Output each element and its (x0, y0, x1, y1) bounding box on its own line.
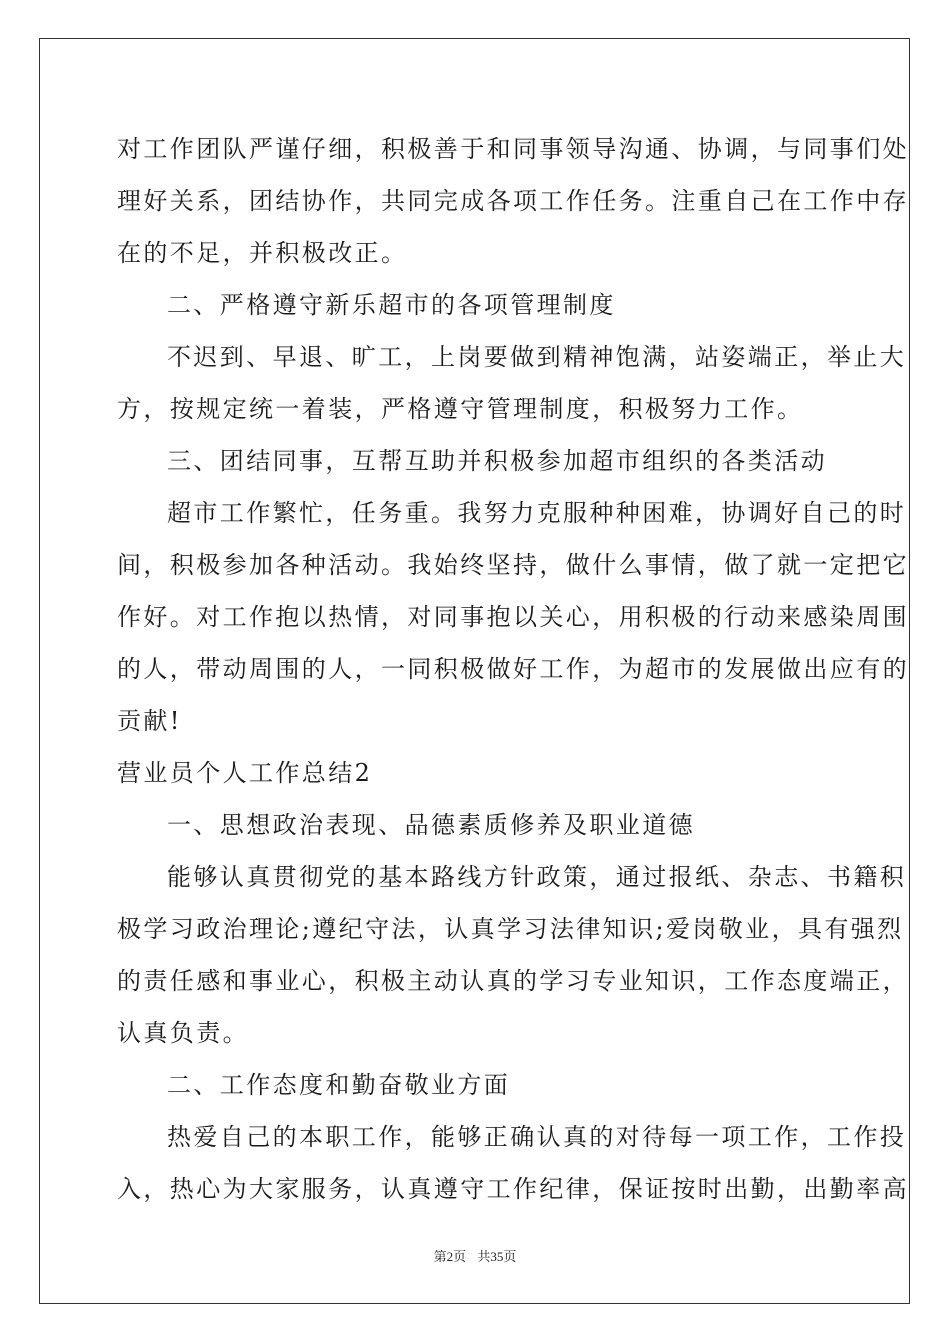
text-line: 三、团结同事，互帮互助并积极参加超市组织的各类活动 (167, 447, 827, 475)
page-total: 共35页 (477, 1249, 517, 1264)
text-line: 不迟到、早退、旷工，上岗要做到精神饱满，站姿端正，举止大 (167, 343, 907, 371)
page-number: 第2页 (433, 1249, 467, 1264)
text-line: 作好。对工作抱以热情，对同事抱以关心，用积极的行动来感染周围 (117, 603, 909, 631)
text-line: 的人，带动周围的人，一同积极做好工作，为超市的发展做出应有的 (117, 655, 909, 683)
text-line: 入，热心为大家服务，认真遵守工作纪律，保证按时出勤，出勤率高 (117, 1175, 909, 1203)
page-footer (0, 1246, 950, 1265)
text-line: 极学习政治理论;遵纪守法，认真学习法律知识;爱岗敬业，具有强烈 (117, 915, 904, 943)
document-body (117, 123, 909, 1215)
text-line: 营业员个人工作总结2 (117, 759, 373, 787)
text-line: 能够认真贯彻党的基本路线方针政策，通过报纸、杂志、书籍积 (167, 863, 907, 891)
text-line: 认真负责。 (117, 1019, 249, 1047)
text-line: 热爱自己的本职工作，能够正确认真的对待每一项工作，工作投 (167, 1123, 907, 1151)
text-line: 理好关系，团结协作，共同完成各项工作任务。注重自己在工作中存 (117, 187, 909, 215)
text-line: 间，积极参加各种活动。我始终坚持，做什么事情，做了就一定把它 (117, 551, 909, 579)
text-line: 超市工作繁忙，任务重。我努力克服种种困难，协调好自己的时 (167, 499, 907, 527)
text-line: 的责任感和事业心，积极主动认真的学习专业知识，工作态度端正， (117, 967, 909, 995)
text-line: 二、工作态度和勤奋敬业方面 (167, 1071, 511, 1099)
text-line: 一、思想政治表现、品德素质修养及职业道德 (167, 811, 695, 839)
text-line: 贡献! (117, 707, 182, 735)
text-line: 在的不足，并积极改正。 (117, 239, 408, 267)
text-line: 方，按规定统一着装，严格遵守管理制度，积极努力工作。 (117, 395, 804, 423)
text-line: 二、严格遵守新乐超市的各项管理制度 (167, 291, 616, 319)
text-line: 对工作团队严谨仔细，积极善于和同事领导沟通、协调，与同事们处 (117, 135, 909, 163)
